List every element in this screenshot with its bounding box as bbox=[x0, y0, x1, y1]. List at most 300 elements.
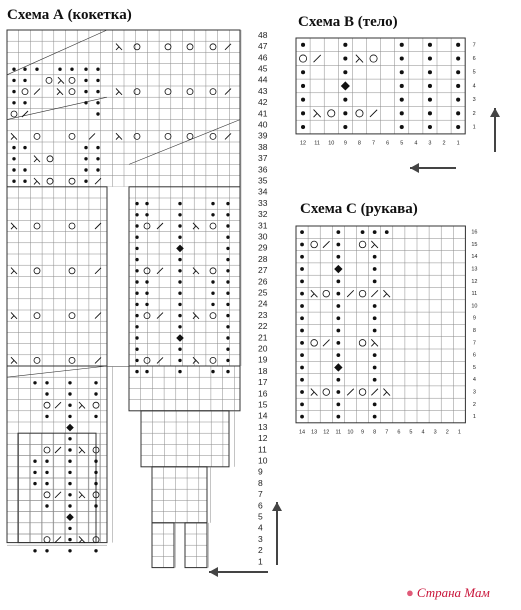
column-number: 11 bbox=[335, 429, 342, 436]
column-number: 12 bbox=[299, 140, 307, 147]
row-number: 10 bbox=[258, 455, 268, 466]
purl-dot bbox=[35, 68, 38, 71]
purl-dot bbox=[343, 57, 347, 61]
row-number: 1 bbox=[472, 124, 476, 131]
purl-dot bbox=[23, 168, 26, 171]
purl-dot bbox=[84, 146, 87, 149]
chart-c-sleeves bbox=[296, 226, 477, 435]
purl-dot bbox=[135, 314, 138, 317]
purl-dot bbox=[211, 280, 214, 283]
purl-dot bbox=[226, 348, 229, 351]
k2tog-lambda bbox=[79, 447, 85, 453]
yarn-over-circle bbox=[311, 241, 318, 248]
yarn-over-circle bbox=[69, 133, 75, 139]
purl-dot bbox=[373, 316, 377, 320]
column-number: 8 bbox=[357, 140, 361, 147]
k2tog-slash bbox=[157, 223, 163, 229]
purl-dot bbox=[373, 415, 377, 419]
purl-dot bbox=[336, 329, 340, 333]
k2tog-lambda bbox=[193, 223, 199, 229]
k2tog-slash bbox=[225, 44, 231, 50]
column-number: 2 bbox=[445, 429, 449, 436]
purl-dot bbox=[135, 292, 138, 295]
row-number: 22 bbox=[258, 321, 268, 332]
k2tog-slash bbox=[95, 178, 101, 184]
purl-dot bbox=[96, 101, 99, 104]
purl-dot bbox=[178, 303, 181, 306]
row-number: 38 bbox=[258, 141, 268, 152]
purl-dot bbox=[45, 460, 48, 463]
k2tog-slash bbox=[323, 241, 330, 248]
purl-dot bbox=[373, 255, 377, 259]
purl-dot bbox=[226, 247, 229, 250]
yarn-over-circle bbox=[187, 133, 193, 139]
column-number: 9 bbox=[343, 140, 347, 147]
yarn-over-circle bbox=[44, 402, 50, 408]
k2tog-slash bbox=[55, 447, 61, 453]
chart-c-column-numbers bbox=[299, 429, 461, 435]
purl-dot bbox=[145, 280, 148, 283]
yarn-over-circle bbox=[22, 89, 28, 95]
row-number: 13 bbox=[471, 266, 478, 273]
row-number: 5 bbox=[472, 364, 476, 371]
yarn-over-circle bbox=[359, 290, 366, 297]
purl-dot bbox=[84, 101, 87, 104]
purl-dot bbox=[23, 180, 26, 183]
row-number: 16 bbox=[471, 229, 478, 236]
yarn-over-circle bbox=[44, 537, 50, 543]
purl-dot bbox=[373, 267, 377, 271]
purl-dot bbox=[178, 325, 181, 328]
row-number: 1 bbox=[258, 556, 263, 567]
column-number: 6 bbox=[397, 429, 401, 436]
chart-b-title: Схема В (тело) bbox=[298, 14, 398, 30]
purl-dot bbox=[96, 146, 99, 149]
k2tog-slash bbox=[95, 313, 101, 319]
purl-dot bbox=[68, 493, 71, 496]
purl-dot bbox=[68, 415, 71, 418]
yarn-over-circle bbox=[134, 89, 140, 95]
yarn-over-circle bbox=[165, 89, 171, 95]
row-number: 11 bbox=[471, 291, 478, 298]
chart-b-body bbox=[296, 38, 476, 146]
purl-dot bbox=[96, 168, 99, 171]
purl-dot bbox=[12, 90, 15, 93]
bobble-diamond bbox=[66, 513, 74, 521]
chart-a-title: Схема А (кокетка) bbox=[7, 7, 132, 23]
row-number: 4 bbox=[258, 522, 263, 533]
purl-dot bbox=[373, 402, 377, 406]
yarn-over-circle bbox=[34, 268, 40, 274]
column-number: 8 bbox=[373, 429, 377, 436]
row-number: 19 bbox=[258, 354, 268, 365]
k2tog-lambda bbox=[34, 178, 40, 184]
purl-dot bbox=[373, 304, 377, 308]
purl-dot bbox=[373, 353, 377, 357]
purl-dot bbox=[68, 437, 71, 440]
purl-dot bbox=[300, 304, 304, 308]
purl-dot bbox=[45, 381, 48, 384]
purl-dot bbox=[84, 157, 87, 160]
purl-dot bbox=[373, 366, 377, 370]
purl-dot bbox=[178, 236, 181, 239]
k2tog-lambda bbox=[356, 55, 363, 63]
purl-dot bbox=[33, 549, 36, 552]
watermark: ● Страна Мам bbox=[406, 585, 490, 600]
purl-dot bbox=[373, 329, 377, 333]
purl-dot bbox=[45, 549, 48, 552]
purl-dot bbox=[178, 359, 181, 362]
yarn-over-circle bbox=[69, 77, 75, 83]
purl-dot bbox=[84, 79, 87, 82]
purl-dot bbox=[135, 336, 138, 339]
purl-dot bbox=[336, 390, 340, 394]
yarn-over-circle bbox=[69, 268, 75, 274]
purl-dot bbox=[145, 292, 148, 295]
row-number: 48 bbox=[258, 29, 268, 40]
k2tog-lambda bbox=[371, 241, 378, 248]
chart-a-yoke bbox=[7, 30, 268, 568]
row-number: 3 bbox=[472, 97, 476, 104]
row-number: 34 bbox=[258, 186, 268, 197]
purl-dot bbox=[300, 329, 304, 333]
k2tog-slash bbox=[95, 357, 101, 363]
row-number: 12 bbox=[471, 278, 478, 285]
k2tog-slash bbox=[371, 290, 378, 297]
purl-dot bbox=[226, 325, 229, 328]
purl-dot bbox=[343, 43, 347, 47]
k2tog-slash bbox=[89, 133, 95, 139]
k2tog-lambda bbox=[79, 536, 85, 542]
row-number: 6 bbox=[472, 352, 476, 359]
column-number: 12 bbox=[323, 429, 330, 436]
chart-c-grid bbox=[296, 226, 465, 423]
k2tog-lambda bbox=[311, 290, 318, 297]
purl-dot bbox=[300, 390, 304, 394]
grid-border bbox=[7, 366, 107, 543]
column-number: 10 bbox=[328, 140, 335, 147]
k2tog-slash bbox=[347, 389, 354, 396]
yarn-over-circle bbox=[359, 241, 366, 248]
k2tog-lambda bbox=[57, 88, 63, 94]
chart-a-row-numbers bbox=[258, 30, 268, 566]
column-number: 10 bbox=[347, 429, 354, 436]
purl-dot bbox=[178, 269, 181, 272]
purl-dot bbox=[94, 392, 97, 395]
yarn-over-circle bbox=[370, 55, 377, 62]
row-number: 3 bbox=[472, 389, 476, 396]
purl-dot bbox=[45, 471, 48, 474]
yarn-over-circle bbox=[44, 447, 50, 453]
purl-dot bbox=[428, 125, 432, 129]
purl-dot bbox=[135, 325, 138, 328]
purl-dot bbox=[33, 381, 36, 384]
row-number: 9 bbox=[472, 315, 476, 322]
purl-dot bbox=[336, 292, 340, 296]
yarn-over-circle bbox=[210, 223, 216, 229]
purl-dot bbox=[300, 378, 304, 382]
yarn-over-circle bbox=[210, 357, 216, 363]
chart-a-edge-line bbox=[7, 366, 107, 377]
k2tog-lambda bbox=[79, 402, 85, 408]
purl-dot bbox=[226, 236, 229, 239]
yarn-over-circle bbox=[187, 89, 193, 95]
purl-dot bbox=[226, 258, 229, 261]
purl-dot bbox=[94, 482, 97, 485]
row-number: 36 bbox=[258, 164, 268, 175]
purl-dot bbox=[178, 370, 181, 373]
purl-dot bbox=[226, 370, 229, 373]
purl-dot bbox=[45, 415, 48, 418]
purl-dot bbox=[68, 482, 71, 485]
chart-b-column-numbers bbox=[300, 140, 460, 146]
yarn-over-circle bbox=[210, 133, 216, 139]
row-number: 47 bbox=[258, 41, 268, 52]
k2tog-slash bbox=[371, 389, 378, 396]
purl-dot bbox=[300, 341, 304, 345]
yarn-over-circle bbox=[46, 77, 52, 83]
row-number: 44 bbox=[258, 74, 268, 85]
row-number: 24 bbox=[258, 298, 268, 309]
purl-dot bbox=[33, 471, 36, 474]
purl-dot bbox=[226, 314, 229, 317]
row-number: 29 bbox=[258, 242, 268, 253]
purl-dot bbox=[45, 482, 48, 485]
yarn-over-circle bbox=[11, 111, 17, 117]
purl-dot bbox=[373, 230, 377, 234]
chart-a-right-leg bbox=[129, 366, 240, 411]
purl-dot bbox=[178, 348, 181, 351]
yarn-over-circle bbox=[144, 223, 150, 229]
k2tog-slash bbox=[225, 89, 231, 95]
purl-dot bbox=[58, 68, 61, 71]
purl-dot bbox=[211, 303, 214, 306]
yarn-over-circle bbox=[144, 268, 150, 274]
row-number: 10 bbox=[471, 303, 478, 310]
purl-dot bbox=[96, 157, 99, 160]
direction-arrows bbox=[209, 108, 500, 577]
row-number: 16 bbox=[258, 388, 268, 399]
purl-dot bbox=[456, 70, 460, 74]
row-number: 15 bbox=[258, 399, 268, 410]
row-number: 7 bbox=[258, 489, 263, 500]
row-number: 41 bbox=[258, 108, 268, 119]
yarn-over-circle bbox=[359, 389, 366, 396]
k2tog-lambda bbox=[116, 88, 122, 94]
purl-dot bbox=[300, 243, 304, 247]
purl-dot bbox=[226, 224, 229, 227]
purl-dot bbox=[336, 378, 340, 382]
row-number: 39 bbox=[258, 130, 268, 141]
row-number: 15 bbox=[471, 241, 478, 248]
yarn-over-circle bbox=[210, 268, 216, 274]
yarn-over-circle bbox=[47, 156, 53, 162]
column-number: 4 bbox=[414, 140, 418, 147]
column-number: 13 bbox=[311, 429, 318, 436]
k2tog-slash bbox=[370, 110, 377, 117]
purl-dot bbox=[226, 213, 229, 216]
k2tog-lambda bbox=[193, 312, 199, 318]
purl-dot bbox=[300, 292, 304, 296]
up-arrow-chart-b bbox=[490, 108, 500, 152]
purl-dot bbox=[68, 460, 71, 463]
purl-dot bbox=[68, 404, 71, 407]
purl-dot bbox=[45, 504, 48, 507]
yarn-over-circle bbox=[69, 89, 75, 95]
purl-dot bbox=[45, 392, 48, 395]
row-number: 2 bbox=[258, 545, 263, 556]
purl-dot bbox=[300, 316, 304, 320]
row-number: 6 bbox=[472, 56, 476, 63]
k2tog-lambda bbox=[116, 133, 122, 139]
row-number: 43 bbox=[258, 85, 268, 96]
row-number: 9 bbox=[258, 466, 263, 477]
purl-dot bbox=[178, 213, 181, 216]
column-number: 3 bbox=[433, 429, 437, 436]
purl-dot bbox=[300, 415, 304, 419]
purl-dot bbox=[12, 168, 15, 171]
row-number: 8 bbox=[258, 477, 263, 488]
bobble-diamond bbox=[334, 265, 342, 273]
purl-dot bbox=[68, 392, 71, 395]
purl-dot bbox=[94, 471, 97, 474]
purl-dot bbox=[94, 415, 97, 418]
purl-dot bbox=[300, 230, 304, 234]
yarn-over-circle bbox=[93, 402, 99, 408]
purl-dot bbox=[456, 98, 460, 102]
purl-dot bbox=[96, 68, 99, 71]
purl-dot bbox=[226, 202, 229, 205]
row-number: 26 bbox=[258, 276, 268, 287]
column-number: 4 bbox=[421, 429, 425, 436]
bobble-diamond bbox=[341, 81, 350, 90]
bobble-diamond bbox=[334, 363, 342, 371]
purl-dot bbox=[336, 415, 340, 419]
purl-dot bbox=[211, 292, 214, 295]
purl-dot bbox=[96, 112, 99, 115]
purl-dot bbox=[12, 68, 15, 71]
purl-dot bbox=[428, 57, 432, 61]
purl-dot bbox=[33, 460, 36, 463]
k2tog-lambda bbox=[58, 77, 64, 83]
purl-dot bbox=[428, 98, 432, 102]
k2tog-lambda bbox=[11, 312, 17, 318]
row-number: 13 bbox=[258, 421, 268, 432]
purl-dot bbox=[226, 336, 229, 339]
purl-dot bbox=[23, 101, 26, 104]
chart-b-symbols bbox=[299, 43, 460, 129]
purl-dot bbox=[400, 57, 404, 61]
purl-dot bbox=[301, 111, 305, 115]
purl-dot bbox=[23, 68, 26, 71]
grid-border bbox=[141, 411, 229, 467]
left-arrow-chart-b bbox=[410, 163, 456, 173]
purl-dot bbox=[336, 279, 340, 283]
yarn-over-circle bbox=[323, 389, 330, 396]
yarn-over-circle bbox=[356, 110, 363, 117]
row-number: 3 bbox=[258, 533, 263, 544]
purl-dot bbox=[336, 255, 340, 259]
purl-dot bbox=[96, 79, 99, 82]
row-number: 11 bbox=[258, 444, 267, 455]
k2tog-lambda bbox=[193, 268, 199, 274]
purl-dot bbox=[400, 111, 404, 115]
purl-dot bbox=[400, 84, 404, 88]
purl-dot bbox=[68, 549, 71, 552]
row-number: 2 bbox=[472, 401, 476, 408]
purl-dot bbox=[135, 280, 138, 283]
purl-dot bbox=[12, 101, 15, 104]
purl-dot bbox=[301, 43, 305, 47]
chart-c-row-numbers bbox=[471, 230, 477, 421]
purl-dot bbox=[70, 68, 73, 71]
purl-dot bbox=[336, 304, 340, 308]
column-number: 11 bbox=[314, 140, 321, 147]
purl-dot bbox=[300, 255, 304, 259]
k2tog-lambda bbox=[11, 223, 17, 229]
yarn-over-circle bbox=[44, 492, 50, 498]
chart-a-gap bbox=[107, 187, 129, 366]
k2tog-slash bbox=[55, 537, 61, 543]
row-number: 7 bbox=[472, 42, 476, 49]
bobble-diamond bbox=[66, 424, 74, 432]
column-number: 9 bbox=[361, 429, 365, 436]
purl-dot bbox=[178, 224, 181, 227]
k2tog-slash bbox=[314, 55, 321, 62]
yarn-over-circle bbox=[359, 340, 366, 347]
purl-dot bbox=[385, 230, 389, 234]
purl-dot bbox=[94, 460, 97, 463]
yarn-over-circle bbox=[34, 223, 40, 229]
purl-dot bbox=[300, 267, 304, 271]
chart-b-grid bbox=[296, 38, 465, 134]
purl-dot bbox=[336, 353, 340, 357]
yarn-over-circle bbox=[165, 133, 171, 139]
k2tog-lambda bbox=[383, 290, 390, 297]
purl-dot bbox=[135, 348, 138, 351]
chart-c-title: Схема С (рукава) bbox=[300, 201, 418, 217]
purl-dot bbox=[211, 370, 214, 373]
column-number: 2 bbox=[442, 140, 446, 147]
purl-dot bbox=[135, 303, 138, 306]
row-number: 31 bbox=[258, 220, 268, 231]
purl-dot bbox=[456, 125, 460, 129]
row-number: 45 bbox=[258, 63, 268, 74]
chart-b-row-numbers bbox=[473, 42, 476, 130]
purl-dot bbox=[300, 353, 304, 357]
purl-dot bbox=[400, 98, 404, 102]
chart-a-right-foot-1 bbox=[152, 523, 175, 568]
purl-dot bbox=[68, 527, 71, 530]
row-number: 14 bbox=[258, 410, 268, 421]
row-number: 32 bbox=[258, 209, 268, 220]
row-number: 2 bbox=[472, 110, 476, 117]
purl-dot bbox=[456, 111, 460, 115]
purl-dot bbox=[12, 146, 15, 149]
k2tog-slash bbox=[34, 89, 40, 95]
yarn-over-circle bbox=[187, 44, 193, 50]
purl-dot bbox=[428, 70, 432, 74]
row-number: 14 bbox=[471, 254, 478, 261]
purl-dot bbox=[336, 230, 340, 234]
yarn-over-circle bbox=[210, 89, 216, 95]
purl-dot bbox=[428, 84, 432, 88]
chart-a-right-foot-2 bbox=[185, 523, 208, 568]
purl-dot bbox=[145, 213, 148, 216]
row-number: 28 bbox=[258, 253, 268, 264]
k2tog-lambda bbox=[11, 133, 17, 139]
row-number: 42 bbox=[258, 97, 268, 108]
